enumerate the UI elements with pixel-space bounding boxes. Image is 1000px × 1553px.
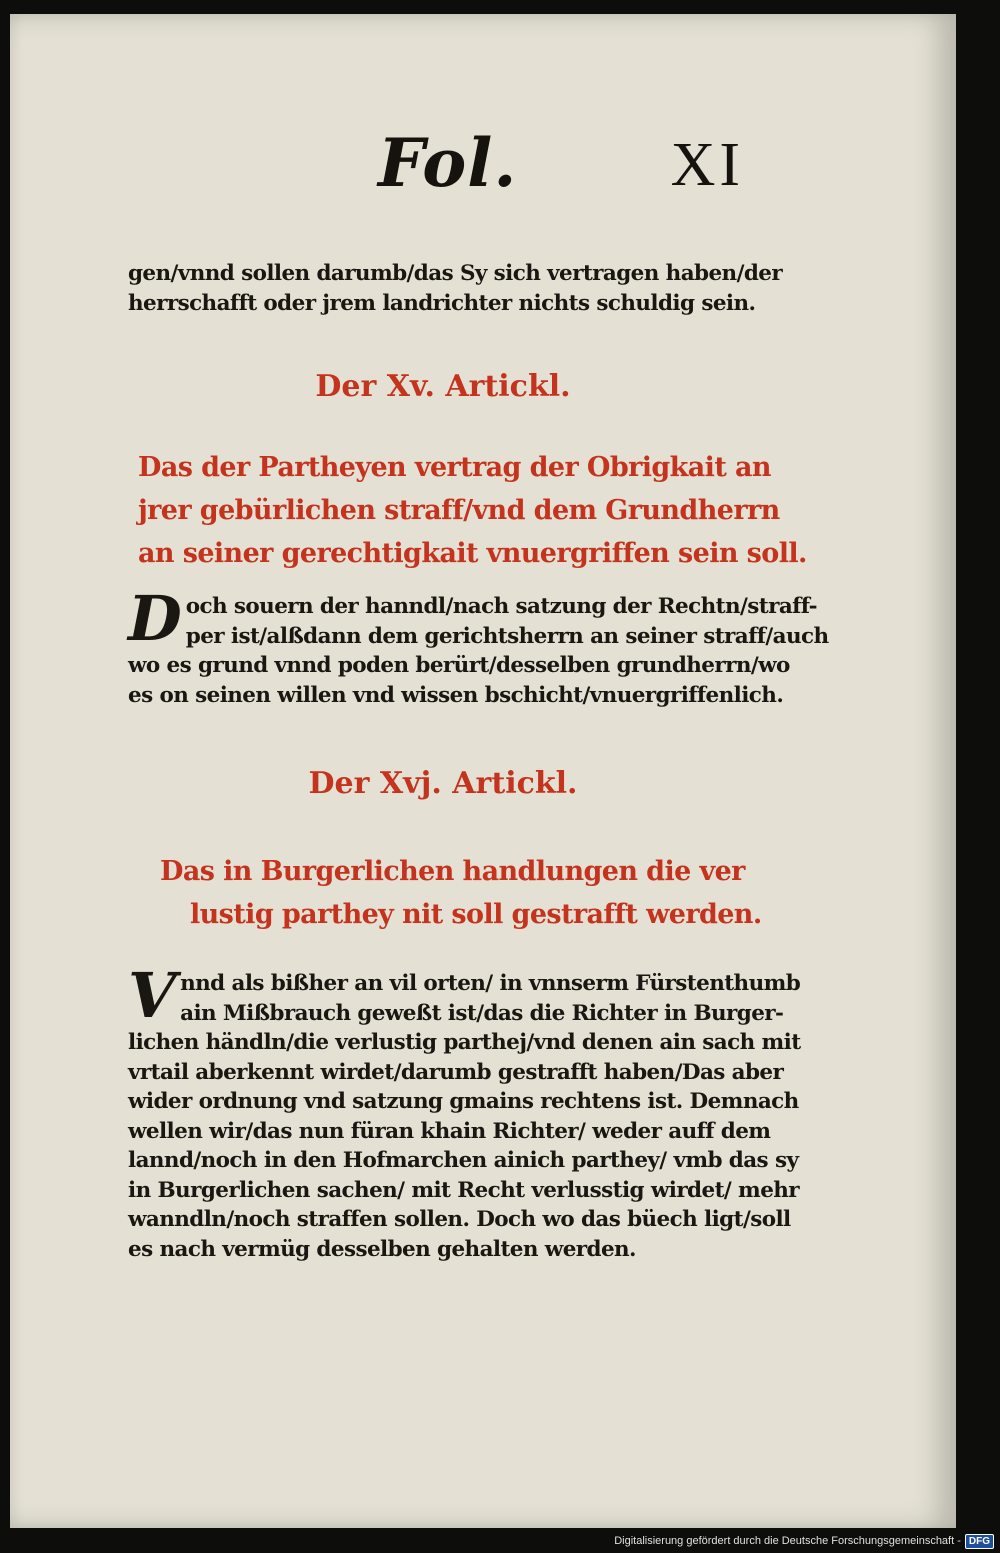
text-line: ain Mißbrauch geweßt ist/das die Richter in Burger- <box>180 1000 784 1026</box>
dfg-logo: DFG <box>965 1534 994 1549</box>
digitization-footer <box>0 1529 1000 1553</box>
text-line: es on seinen willen vnd wissen bschicht/vnuergriffenlich. <box>128 682 784 708</box>
title-line: Das der Partheyen vertrag der Obrigkait an <box>138 452 771 483</box>
text-line: es nach vermüg desselben gehalten werden. <box>128 1236 636 1262</box>
text-line: in Burgerlichen sachen/ mit Recht verlusstig wirdet/ mehr <box>128 1177 800 1203</box>
article-16-heading: Der Xvj. Artickl. <box>308 766 578 801</box>
drop-cap: D <box>128 582 182 655</box>
article-15-body <box>128 582 829 710</box>
article-16-body <box>128 959 801 1264</box>
text-line: lannd/noch in den Hofmarchen ainich parthey/ vmb das sy <box>128 1148 799 1173</box>
folio-number: XI <box>670 131 744 199</box>
title-line: lustig parthey nit soll gestrafft werden. <box>190 899 762 930</box>
text-line: per ist/alßdann dem gerichtsherrn an seiner straff/auch <box>185 623 829 649</box>
article-16-title <box>160 850 762 936</box>
text-line: herrschafft oder jrem landrichter nichts schuldig sein. <box>128 290 756 316</box>
folio-label: Fol. <box>378 124 518 202</box>
show-through-bleed <box>230 114 249 184</box>
title-line: an seiner gerechtigkait vnuergriffen sein soll. <box>138 538 807 569</box>
intro-paragraph <box>128 259 783 318</box>
text-line: lichen händln/die verlustig parthej/vnd denen ain sach mit <box>128 1030 801 1055</box>
text-line: wanndln/noch straffen sollen. Doch wo das büech ligt/soll <box>128 1207 791 1232</box>
text-line: wellen wir/das nun füran khain Richter/ weder auff dem <box>128 1118 771 1144</box>
article-15-title <box>138 446 807 575</box>
drop-cap: V <box>128 959 177 1032</box>
text-line: nnd als bißher an vil orten/ in vnnserm Fürstenthumb <box>180 971 801 996</box>
title-line: jrer gebürlichen straff/vnd dem Grundherrn <box>138 495 780 526</box>
text-line: wider ordnung vnd satzung gmains rechtens ist. Demnach <box>128 1089 799 1114</box>
title-line: Das in Burgerlichen handlungen die ver <box>160 856 745 887</box>
funding-credit: Digitalisierung gefördert durch die Deutsche Forschungsgemeinschaft - <box>614 1535 961 1547</box>
text-line: gen/vnnd sollen darumb/das Sy sich vertragen haben/der <box>128 261 783 286</box>
folio-header <box>378 124 758 214</box>
text-line: wo es grund vnnd poden berürt/desselben grundherrn/wo <box>128 653 790 678</box>
text-line: och souern der hanndl/nach satzung der Rechtn/straff- <box>185 594 818 619</box>
document-page <box>10 14 956 1528</box>
text-line: vrtail aberkennt wirdet/darumb gestrafft haben/Das aber <box>128 1059 784 1085</box>
article-15-heading: Der Xv. Artickl. <box>315 369 571 404</box>
